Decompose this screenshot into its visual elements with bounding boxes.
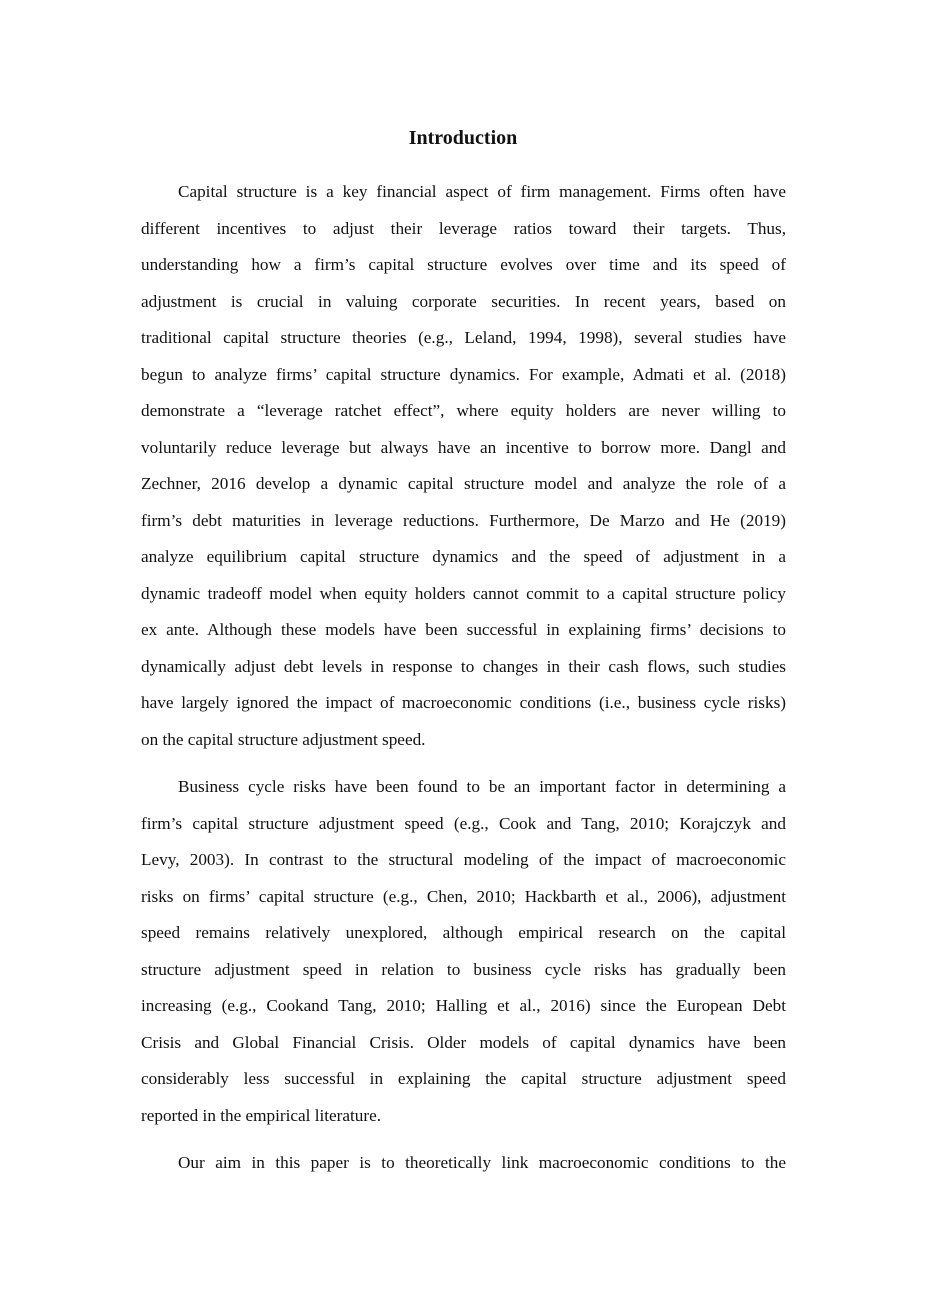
text-line: demonstrate a “leverage ratchet effect”, where equity holders are never willing to	[141, 401, 786, 420]
text-line: Levy, 2003). In contrast to the structural modeling of the impact of macroeconomic	[141, 850, 786, 869]
text-line: increasing (e.g., Cookand Tang, 2010; Halling et al., 2016) since the European Debt	[141, 996, 786, 1015]
text-line: on the capital structure adjustment speed.	[141, 729, 426, 749]
text-line: traditional capital structure theories (e.g., Leland, 1994, 1998), several studies have	[141, 328, 786, 347]
text-line: adjustment is crucial in valuing corporate securities. In recent years, based on	[141, 291, 786, 311]
text-line: structure adjustment speed in relation to business cycle risks has gradually been	[141, 959, 786, 979]
section-title: Introduction	[408, 127, 518, 149]
text-line: Business cycle risks have been found to be an important factor in determining a	[178, 777, 786, 796]
text-line: dynamic tradeoff model when equity holders cannot commit to a capital structure policy	[141, 583, 786, 603]
text-line: Our aim in this paper is to theoretically link macroeconomic conditions to the	[178, 1153, 786, 1172]
text-line: have largely ignored the impact of macroeconomic conditions (i.e., business cycle risks)	[141, 693, 786, 712]
text-line: Capital structure is a key financial aspect of firm management. Firms often have	[178, 182, 786, 201]
text-line: risks on firms’ capital structure (e.g., Chen, 2010; Hackbarth et al., 2006), adjustment	[141, 886, 786, 906]
text-line: Crisis and Global Financial Crisis. Older models of capital dynamics have been	[141, 1032, 786, 1052]
text-line: understanding how a firm’s capital structure evolves over time and its speed of	[141, 255, 786, 274]
text-line: speed remains relatively unexplored, although empirical research on the capital	[141, 923, 786, 942]
text-line: reported in the empirical literature.	[141, 1105, 382, 1125]
text-line: different incentives to adjust their leverage ratios toward their targets. Thus,	[141, 218, 786, 238]
text-line: Zechner, 2016 develop a dynamic capital structure model and analyze the role of a	[141, 474, 786, 493]
text-line: analyze equilibrium capital structure dynamics and the speed of adjustment in a	[141, 547, 786, 566]
text-line: firm’s capital structure adjustment speed (e.g., Cook and Tang, 2010; Korajczyk and	[141, 813, 786, 833]
text-line: begun to analyze firms’ capital structure dynamics. For example, Admati et al. (2018)	[141, 364, 786, 384]
text-line: dynamically adjust debt levels in response to changes in their cash flows, such studies	[141, 656, 786, 676]
text-line: considerably less successful in explaining the capital structure adjustment speed	[141, 1069, 786, 1088]
text-line: ex ante. Although these models have been successful in explaining firms’ decisions to	[141, 620, 786, 639]
text-line: firm’s debt maturities in leverage reductions. Furthermore, De Marzo and He (2019)	[141, 510, 786, 530]
text-line: voluntarily reduce leverage but always have an incentive to borrow more. Dangl and	[141, 437, 786, 457]
